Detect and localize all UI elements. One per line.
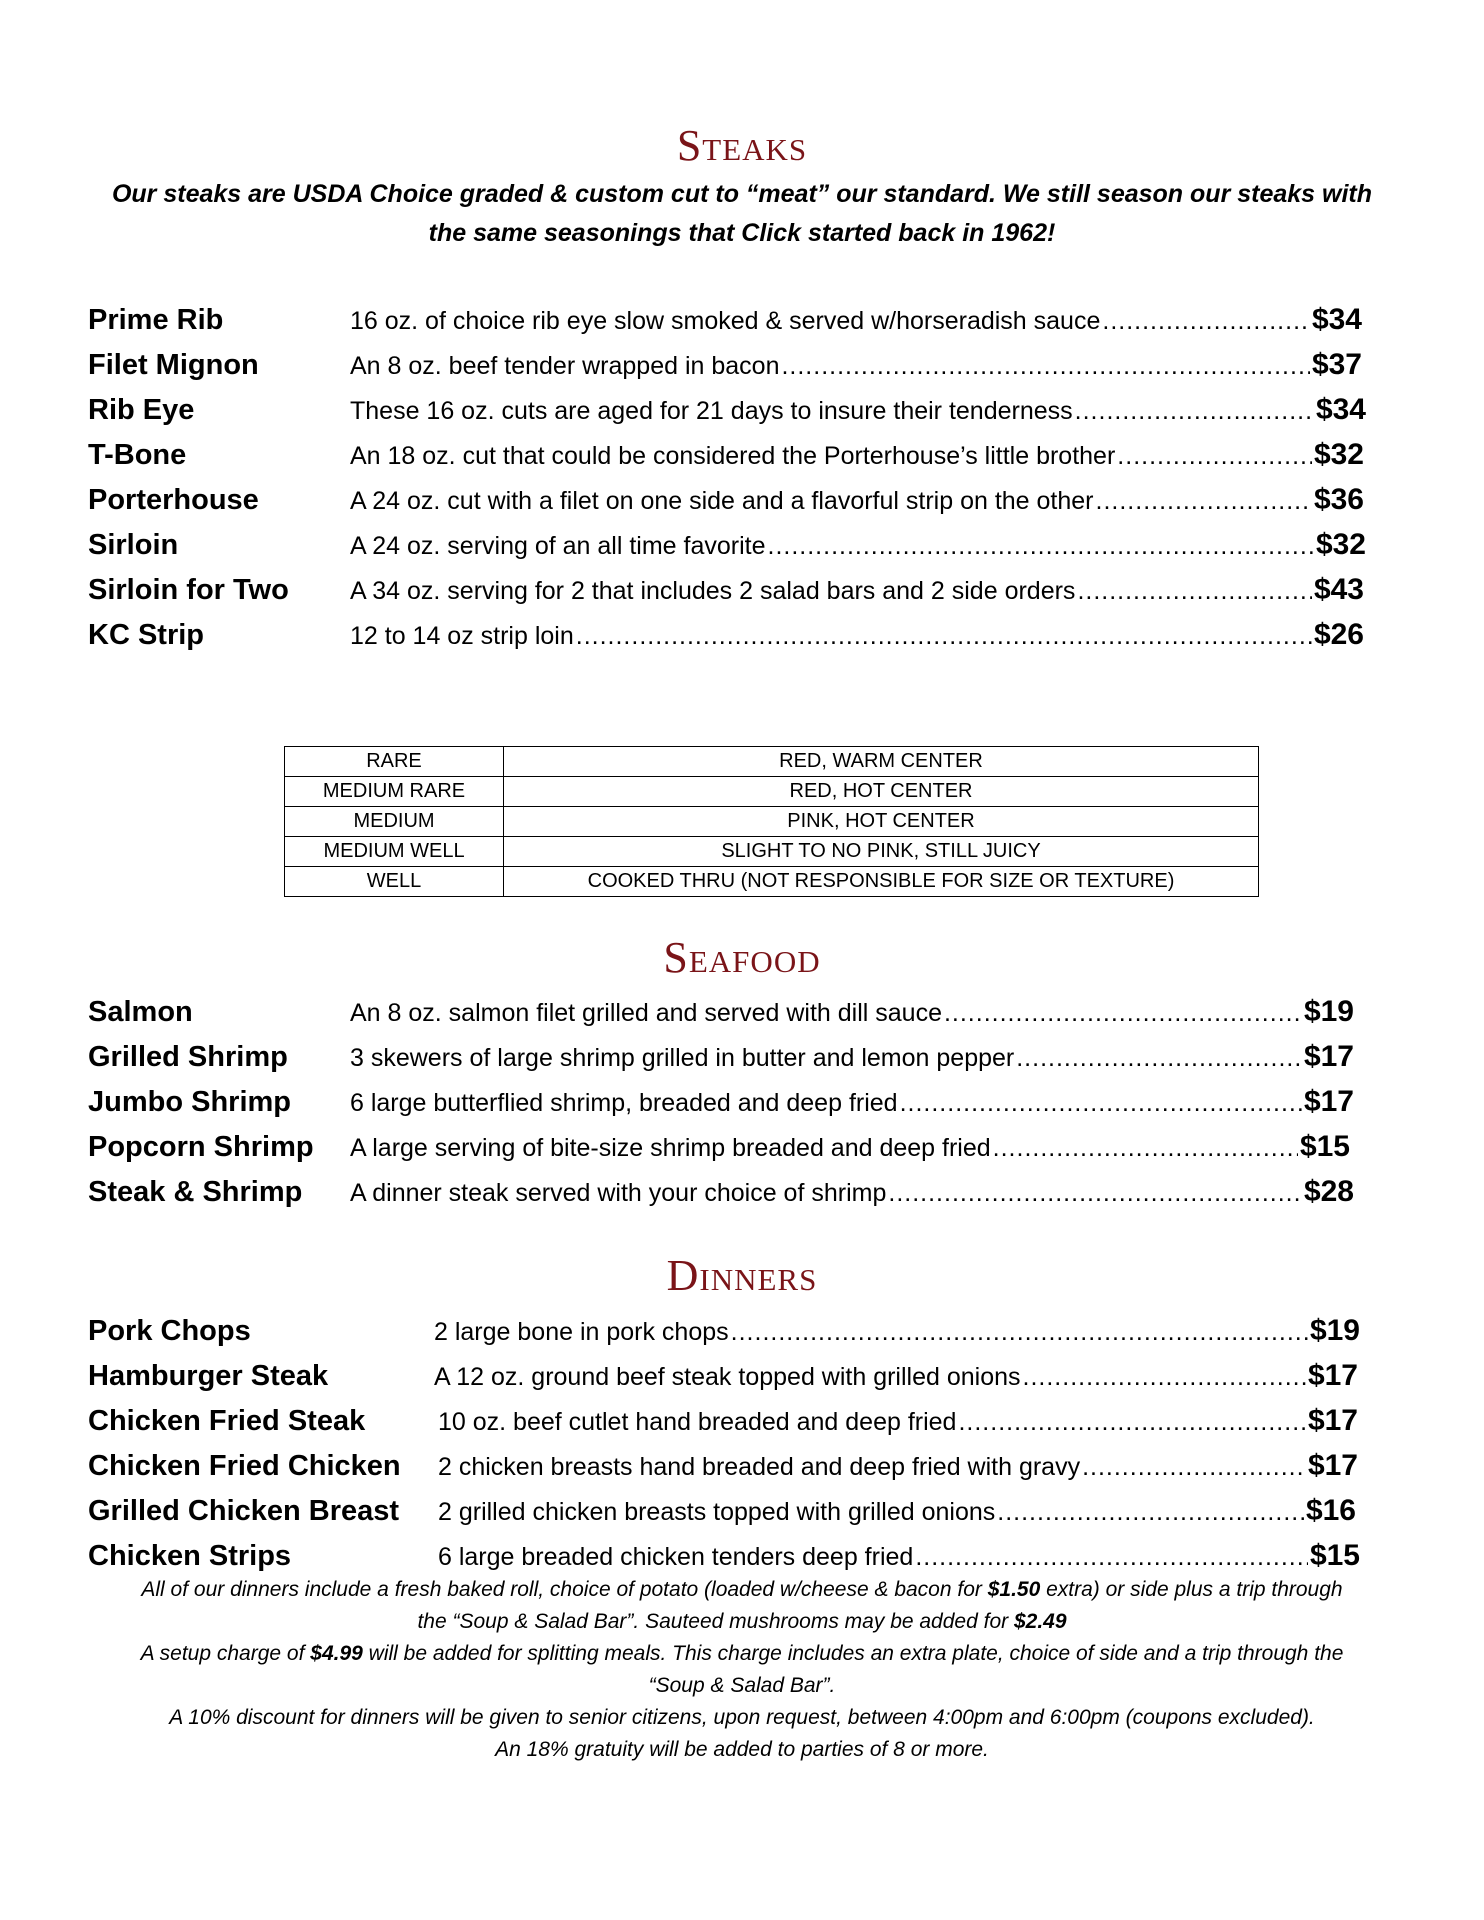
- item-description: A 34 oz. serving for 2 that includes 2 salad bars and 2 side orders: [350, 577, 1076, 605]
- item-name: Chicken Strips: [88, 1540, 292, 1572]
- menu-item: [0, 1534, 1484, 1578]
- note-price: $2.49: [1013, 1610, 1067, 1633]
- doneness-description: RED, HOT CENTER: [504, 777, 1259, 807]
- note-price: $4.99: [310, 1642, 363, 1665]
- item-description: 10 oz. beef cutlet hand breaded and deep fried: [438, 1408, 957, 1436]
- menu-item: [0, 1489, 1484, 1533]
- item-price: $15: [1309, 1539, 1360, 1572]
- note-text: will be added for splitting meals. This charge includes an extra plate, choice of side and a trip through the: [362, 1642, 1344, 1665]
- doneness-level: MEDIUM: [285, 807, 504, 837]
- item-description: 12 to 14 oz strip loin: [350, 622, 574, 650]
- seafood-title: Seafood: [663, 933, 821, 982]
- note-line: “Soup & Salad Bar”.: [648, 1674, 836, 1697]
- leader-dots: [731, 1310, 1308, 1354]
- doneness-description: SLIGHT TO NO PINK, STILL JUICY: [504, 837, 1259, 867]
- item-description: 2 chicken breasts hand breaded and deep fried with gravy: [438, 1453, 1081, 1481]
- item-price: $43: [1313, 573, 1364, 606]
- leader-dots: [888, 1171, 1302, 1215]
- table-row: [285, 837, 1259, 867]
- item-price: $28: [1303, 1175, 1354, 1208]
- item-name: Chicken Fried Steak: [88, 1405, 366, 1437]
- leader-dots: [576, 614, 1312, 658]
- leader-dots: [900, 1081, 1302, 1125]
- item-price: $32: [1313, 438, 1364, 471]
- leader-dots: [1117, 434, 1312, 478]
- menu-item: [0, 1170, 1484, 1214]
- note-text: the “Soup & Salad Bar”. Sauteed mushrooms may be added for: [417, 1610, 1014, 1633]
- note-text: All of our dinners include a fresh baked roll, choice of potato (loaded w/cheese & bacon for: [141, 1578, 988, 1601]
- menu-item: [0, 298, 1484, 342]
- item-description: These 16 oz. cuts are aged for 21 days to insure their tenderness: [350, 397, 1073, 425]
- leader-dots: [1096, 479, 1312, 523]
- item-name: Grilled Shrimp: [88, 1041, 288, 1073]
- item-name: Popcorn Shrimp: [88, 1131, 314, 1163]
- item-name: Sirloin for Two: [88, 574, 289, 606]
- item-price: $36: [1313, 483, 1364, 516]
- leader-dots: [997, 1490, 1304, 1534]
- leader-dots: [1016, 1036, 1302, 1080]
- note-text: extra) or side plus a trip through: [1040, 1578, 1343, 1601]
- item-price: $34: [1311, 303, 1362, 336]
- item-name: Hamburger Steak: [88, 1360, 329, 1392]
- doneness-level: MEDIUM RARE: [285, 777, 504, 807]
- item-description: A dinner steak served with your choice of shrimp: [350, 1179, 887, 1207]
- doneness-table: [284, 746, 1259, 897]
- item-price: $15: [1299, 1130, 1350, 1163]
- doneness-description: PINK, HOT CENTER: [504, 807, 1259, 837]
- leader-dots: [915, 1535, 1308, 1579]
- item-description: 3 skewers of large shrimp grilled in butter and lemon pepper: [350, 1044, 1015, 1072]
- menu-item: [0, 1035, 1484, 1079]
- item-name: Pork Chops: [88, 1315, 251, 1347]
- item-name: Porterhouse: [88, 484, 259, 516]
- dinner-notes: [80, 1574, 1404, 1766]
- item-name: Rib Eye: [88, 394, 195, 426]
- leader-dots: [1023, 1355, 1306, 1399]
- menu-item: [0, 1444, 1484, 1488]
- leader-dots: [768, 524, 1314, 568]
- menu-item: [0, 1125, 1484, 1169]
- note-line: [80, 1606, 1404, 1638]
- table-row: [285, 747, 1259, 777]
- item-name: Grilled Chicken Breast: [88, 1495, 400, 1527]
- doneness-level: MEDIUM WELL: [285, 837, 504, 867]
- steaks-title: Steaks: [676, 121, 808, 170]
- item-description: A 24 oz. serving of an all time favorite: [350, 532, 766, 560]
- item-name: KC Strip: [88, 619, 204, 651]
- table-row: [285, 777, 1259, 807]
- dinners-title: Dinners: [666, 1251, 818, 1300]
- item-price: $32: [1315, 528, 1366, 561]
- item-name: Filet Mignon: [88, 349, 259, 381]
- item-description: A 12 oz. ground beef steak topped with grilled onions: [434, 1363, 1021, 1391]
- table-row: [285, 867, 1259, 897]
- note-line: An 18% gratuity will be added to parties of 8 or more.: [495, 1738, 989, 1761]
- item-description: 6 large breaded chicken tenders deep fried: [438, 1543, 914, 1571]
- item-description: An 8 oz. beef tender wrapped in bacon: [350, 352, 780, 380]
- item-price: $17: [1303, 1040, 1354, 1073]
- item-price: $17: [1307, 1449, 1358, 1482]
- note-line: A 10% discount for dinners will be given to senior citizens, upon request, between 4:00pm and 6:00pm (coupons excluded).: [169, 1706, 1315, 1729]
- item-price: $34: [1315, 393, 1366, 426]
- doneness-level: RARE: [285, 747, 504, 777]
- leader-dots: [993, 1126, 1298, 1170]
- item-description: A 24 oz. cut with a filet on one side and a flavorful strip on the other: [350, 487, 1094, 515]
- item-name: Prime Rib: [88, 304, 224, 336]
- note-price: $1.50: [987, 1578, 1041, 1601]
- item-description: 2 grilled chicken breasts topped with grilled onions: [438, 1498, 996, 1526]
- item-name: Steak & Shrimp: [88, 1176, 303, 1208]
- menu-item: [0, 568, 1484, 612]
- item-price: $16: [1305, 1494, 1356, 1527]
- item-description: 2 large bone in pork chops: [434, 1318, 729, 1346]
- item-name: T-Bone: [88, 439, 187, 471]
- leader-dots: [958, 1400, 1305, 1444]
- steaks-intro: [90, 175, 1394, 253]
- item-price: $26: [1313, 618, 1364, 651]
- item-description: An 8 oz. salmon filet grilled and served with dill sauce: [350, 999, 942, 1027]
- doneness-description: RED, WARM CENTER: [504, 747, 1259, 777]
- menu-item: [0, 990, 1484, 1034]
- menu-item: [0, 613, 1484, 657]
- item-price: $19: [1309, 1314, 1360, 1347]
- menu-item: [0, 1309, 1484, 1353]
- item-name: Chicken Fried Chicken: [88, 1450, 401, 1482]
- note-line: [80, 1638, 1404, 1670]
- doneness-level: WELL: [285, 867, 504, 897]
- item-description: 16 oz. of choice rib eye slow smoked & served w/horseradish sauce: [350, 307, 1101, 335]
- leader-dots: [1075, 389, 1314, 433]
- item-price: $17: [1303, 1085, 1354, 1118]
- leader-dots: [1082, 1445, 1306, 1489]
- menu-item: [0, 388, 1484, 432]
- item-name: Jumbo Shrimp: [88, 1086, 292, 1118]
- leader-dots: [1077, 569, 1312, 613]
- steaks-intro-line1: Our steaks are USDA Choice graded & custom cut to “meat” our standard. We still season our steaks with: [111, 180, 1373, 208]
- leader-dots: [781, 344, 1309, 388]
- doneness-description: COOKED THRU (NOT RESPONSIBLE FOR SIZE OR TEXTURE): [504, 867, 1259, 897]
- item-description: 6 large butterflied shrimp, breaded and deep fried: [350, 1089, 898, 1117]
- item-price: $37: [1311, 348, 1362, 381]
- leader-dots: [944, 991, 1302, 1035]
- menu-item: [0, 1080, 1484, 1124]
- leader-dots: [1102, 299, 1310, 343]
- item-price: $17: [1307, 1359, 1358, 1392]
- menu-item: [0, 478, 1484, 522]
- item-name: Sirloin: [88, 529, 179, 561]
- steaks-intro-line2: the same seasonings that Click started back in 1962!: [428, 219, 1056, 247]
- note-text: A setup charge of: [140, 1642, 311, 1665]
- item-description: An 18 oz. cut that could be considered the Porterhouse’s little brother: [350, 442, 1116, 470]
- menu-item: [0, 523, 1484, 567]
- item-price: $19: [1303, 995, 1354, 1028]
- item-price: $17: [1307, 1404, 1358, 1437]
- menu-item: [0, 1399, 1484, 1443]
- table-row: [285, 807, 1259, 837]
- menu-item: [0, 343, 1484, 387]
- note-line: [80, 1574, 1404, 1606]
- menu-item: [0, 1354, 1484, 1398]
- item-name: Salmon: [88, 996, 193, 1028]
- menu-item: [0, 433, 1484, 477]
- item-description: A large serving of bite-size shrimp breaded and deep fried: [350, 1134, 991, 1162]
